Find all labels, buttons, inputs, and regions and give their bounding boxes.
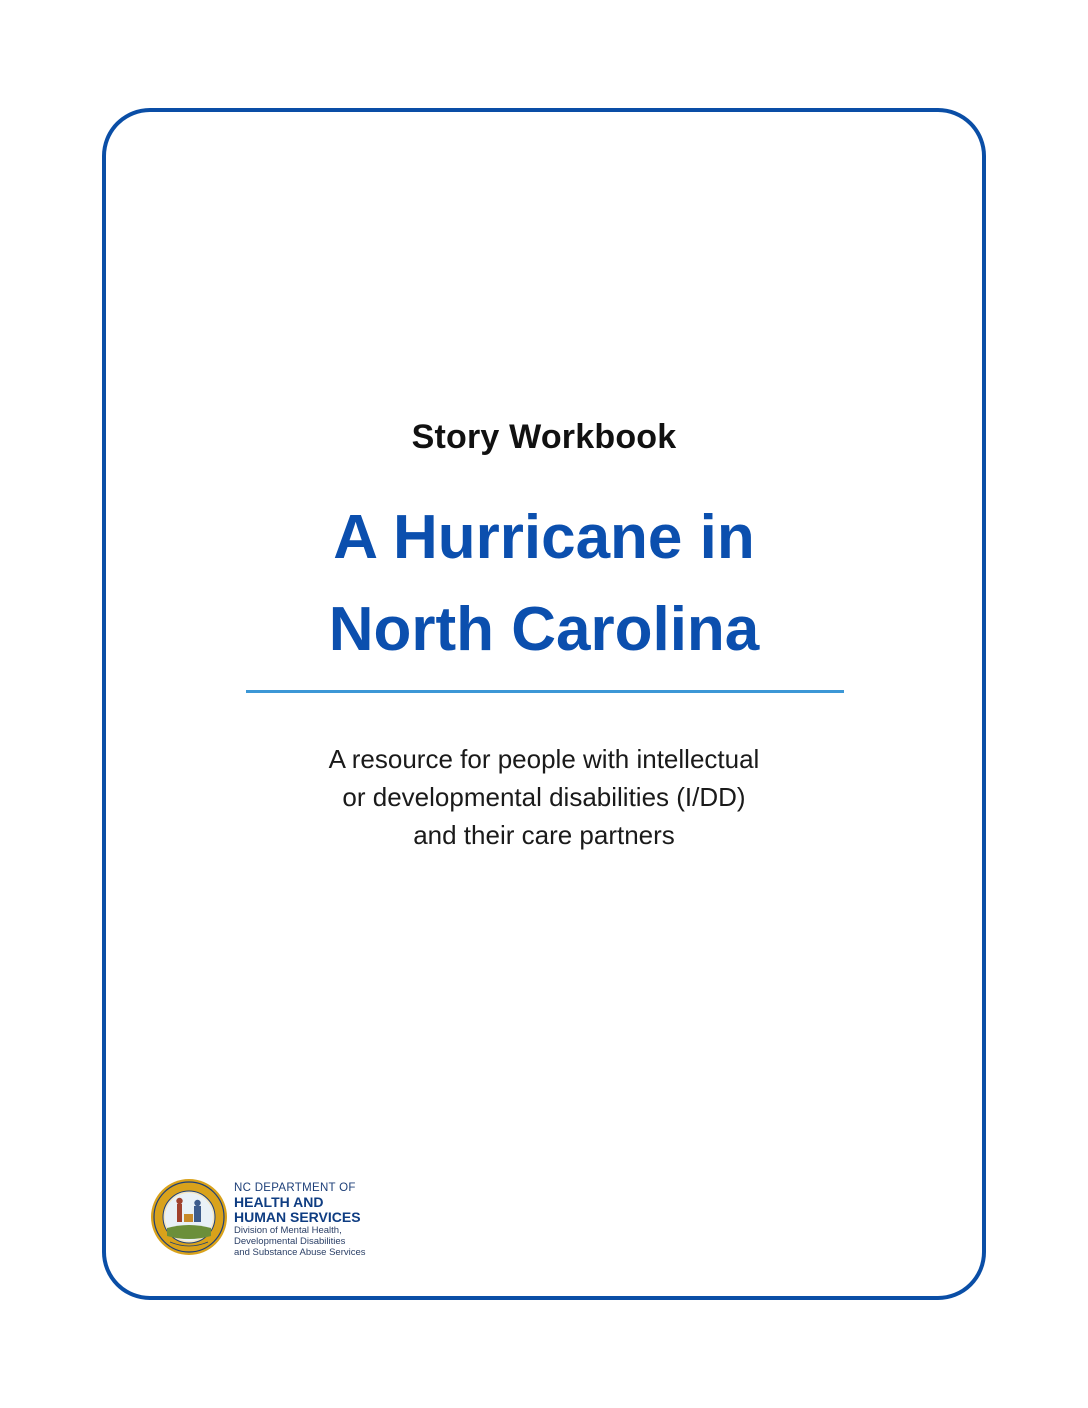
title-line-2: North Carolina: [328, 595, 760, 664]
org-line-3: HUMAN SERVICES: [234, 1209, 361, 1225]
document-kicker: Story Workbook: [411, 418, 677, 456]
org-line-4: Division of Mental Health,: [234, 1225, 342, 1236]
ncdhhs-logo: [150, 1176, 390, 1260]
subtitle-line-2: or developmental disabilities (I/DD): [342, 782, 746, 812]
document-subtitle: [0, 740, 1088, 854]
subtitle-line-3: and their care partners: [413, 820, 675, 850]
org-line-5: Developmental Disabilities: [234, 1236, 346, 1247]
org-line-2: HEALTH AND: [234, 1194, 324, 1210]
title-line-1: A Hurricane in: [333, 503, 755, 572]
page-border-frame: [102, 108, 986, 1300]
organization-name: [234, 1182, 404, 1258]
org-line-1: NC DEPARTMENT OF: [234, 1182, 356, 1194]
title-divider: [246, 690, 844, 693]
subtitle-line-1: A resource for people with intellectual: [328, 744, 760, 774]
nc-state-seal-icon: [150, 1178, 228, 1256]
document-title: [0, 492, 1088, 676]
org-line-6: and Substance Abuse Services: [234, 1247, 366, 1258]
